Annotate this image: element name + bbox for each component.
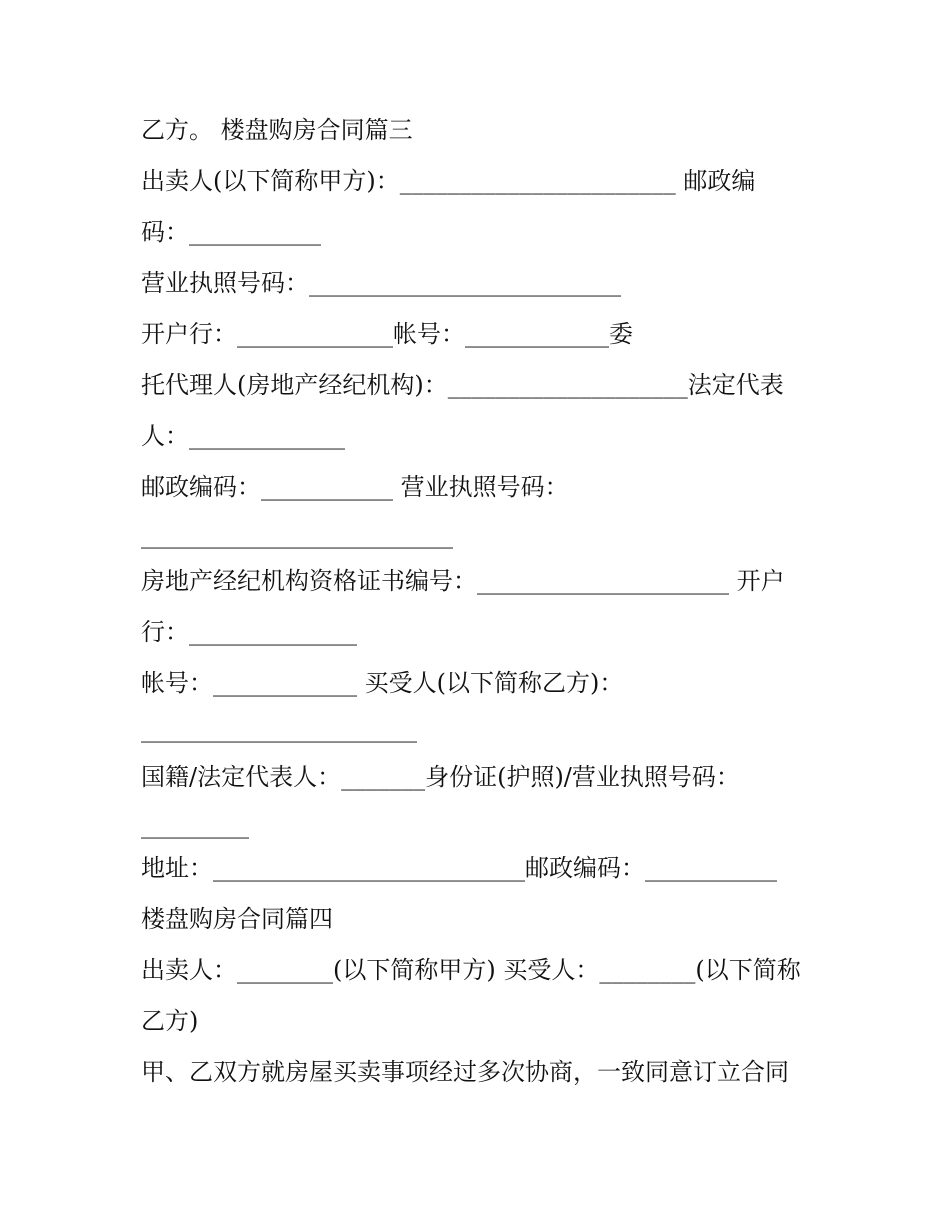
line-seller-postcode: 码：___________ (141, 218, 321, 246)
line-agent-license-blank: __________________________ (141, 521, 453, 549)
line-contract-tail-and-title-3: 乙方。 楼盘购房合同篇三 (141, 116, 413, 144)
line-id-blank: _________ (141, 811, 249, 839)
line-agent-legal-rep: 人：_____________ (141, 422, 345, 450)
line-agent-bank: 行：______________ (141, 618, 357, 646)
line-bank-account: 开户行：_____________帐号：____________委 (141, 320, 633, 348)
line-seller-buyer: 出卖人：________(以下简称甲方) 买受人：________(以下简称 (141, 956, 801, 984)
line-agent-qualification: 房地产经纪机构资格证书编号：_____________________ 开户 (141, 567, 785, 595)
line-buyer-blank: _______________________ (141, 715, 417, 743)
line-seller: 出卖人(以下简称甲方)：_______________________ 邮政编 (141, 167, 756, 195)
line-account-buyer: 帐号：____________ 买受人(以下简称乙方)： (141, 669, 624, 697)
line-agreement: 甲、乙双方就房屋买卖事项经过多次协商，一致同意订立合同 (141, 1058, 789, 1086)
line-party-b: 乙方) (141, 1007, 199, 1035)
line-agent-postcode-license: 邮政编码：___________ 营业执照号码： (141, 473, 569, 501)
line-business-license: 营业执照号码：__________________________ (141, 269, 621, 297)
line-agent: 托代理人(房地产经纪机构)：____________________法定代表 (141, 371, 784, 399)
line-title-4: 楼盘购房合同篇四 (141, 905, 333, 933)
line-nationality-id: 国籍/法定代表人：_______身份证(护照)/营业执照号码： (141, 763, 740, 791)
line-address-postcode: 地址：__________________________邮政编码：___________ (141, 854, 777, 882)
